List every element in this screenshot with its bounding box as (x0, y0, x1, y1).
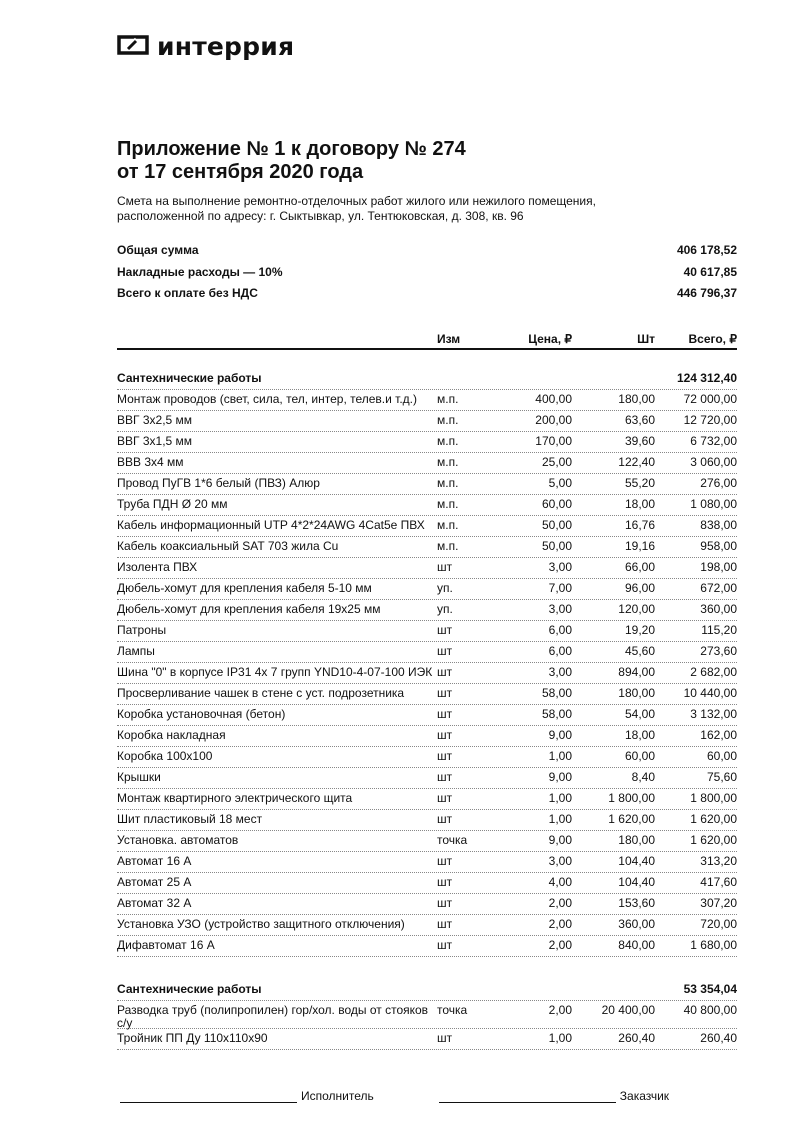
item-qty: 122,40 (618, 455, 655, 469)
item-name: Монтаж квартирного электрического щита (117, 791, 353, 805)
item-total: 313,20 (700, 854, 737, 868)
item-name: Разводка труб (полипропилен) гор/хол. воды от стояков с/у (117, 1003, 429, 1030)
table-row (117, 747, 737, 768)
item-price: 2,00 (548, 938, 572, 952)
section-total: 53 354,04 (683, 982, 737, 996)
item-name: Изолента ПВХ (117, 560, 198, 574)
table-row (117, 894, 737, 915)
item-total: 3 132,00 (690, 707, 737, 721)
item-price: 50,00 (541, 518, 572, 532)
item-total: 1 800,00 (690, 791, 737, 805)
item-name: Провод ПуГВ 1*6 белый (ПВЗ) Алюр (117, 476, 320, 490)
item-qty: 16,76 (624, 518, 655, 532)
table-row (117, 495, 737, 516)
item-total: 273,60 (700, 644, 737, 658)
customer-signature (439, 1089, 669, 1103)
item-price: 170,00 (535, 434, 572, 448)
item-total: 162,00 (700, 728, 737, 742)
item-qty: 180,00 (618, 392, 655, 406)
item-total: 12 720,00 (683, 413, 737, 427)
subtitle-line-2: расположенной по адресу: г. Сыктывкар, ул. Тентюковская, д. 308, кв. 96 (117, 208, 524, 223)
item-unit: шт (437, 938, 453, 952)
item-qty: 39,60 (624, 434, 655, 448)
table-row (117, 390, 737, 411)
customer-label: Заказчик (619, 1089, 670, 1103)
item-total: 958,00 (700, 539, 737, 553)
item-name: Крышки (117, 770, 161, 784)
item-qty: 260,40 (618, 1031, 655, 1045)
table-row (117, 453, 737, 474)
item-total: 1 080,00 (690, 497, 737, 511)
item-name: Патроны (117, 623, 167, 637)
item-price: 3,00 (548, 665, 572, 679)
item-qty: 180,00 (618, 686, 655, 700)
item-unit: уп. (437, 581, 453, 595)
item-unit: шт (437, 1031, 453, 1045)
item-qty: 120,00 (618, 602, 655, 616)
item-price: 2,00 (548, 896, 572, 910)
table-row (117, 768, 737, 789)
item-qty: 20 400,00 (601, 1003, 655, 1017)
item-name: Установка. автоматов (117, 833, 239, 847)
section-title: Сантехнические работы (117, 982, 262, 996)
item-unit: шт (437, 812, 453, 826)
item-unit: м.п. (437, 455, 459, 469)
item-qty: 55,20 (624, 476, 655, 490)
item-qty: 18,00 (624, 497, 655, 511)
item-total: 360,00 (700, 602, 737, 616)
table-row (117, 579, 737, 600)
header-price: Цена, ₽ (528, 332, 572, 346)
item-name: Просверливание чашек в стене с уст. подрозетника (117, 686, 405, 700)
item-qty: 1 800,00 (608, 791, 655, 805)
item-qty: 1 620,00 (608, 812, 655, 826)
item-qty: 96,00 (624, 581, 655, 595)
signatures (120, 1089, 720, 1103)
item-price: 3,00 (548, 560, 572, 574)
item-name: Дюбель-хомут для крепления кабеля 5-10 мм (117, 581, 372, 595)
item-qty: 104,40 (618, 875, 655, 889)
summary-value: 40 617,85 (683, 264, 737, 279)
table-row (117, 1029, 737, 1050)
item-name: Дюбель-хомут для крепления кабеля 19х25 мм (117, 602, 381, 616)
table-row (117, 600, 737, 621)
item-price: 1,00 (548, 812, 572, 826)
item-unit: шт (437, 623, 453, 637)
item-total: 115,20 (701, 623, 737, 637)
item-total: 2 682,00 (690, 665, 737, 679)
item-price: 4,00 (548, 875, 572, 889)
item-total: 72 000,00 (683, 392, 737, 406)
table-row (117, 1001, 737, 1029)
item-total: 672,00 (700, 581, 737, 595)
item-price: 200,00 (535, 413, 572, 427)
item-unit: точка (437, 833, 468, 847)
item-price: 6,00 (548, 644, 572, 658)
item-unit: шт (437, 707, 453, 721)
item-unit: шт (437, 644, 453, 658)
item-total: 6 732,00 (690, 434, 737, 448)
item-qty: 19,20 (624, 623, 655, 637)
item-name: Дифавтомат 16 А (117, 938, 215, 952)
header-total: Всего, ₽ (688, 332, 737, 346)
item-unit: м.п. (437, 476, 459, 490)
item-price: 3,00 (548, 854, 572, 868)
subtitle (117, 194, 737, 223)
item-name: Коробка 100х100 (117, 749, 213, 763)
item-total: 3 060,00 (690, 455, 737, 469)
item-total: 60,00 (706, 749, 737, 763)
item-name: Монтаж проводов (свет, сила, тел, интер, телев.и т.д.) (117, 392, 418, 406)
item-unit: шт (437, 896, 453, 910)
item-unit: шт (437, 560, 453, 574)
item-qty: 360,00 (618, 917, 655, 931)
table-row (117, 516, 737, 537)
item-price: 58,00 (541, 707, 572, 721)
item-total: 1 620,00 (690, 812, 737, 826)
item-unit: точка (437, 1003, 468, 1017)
item-total: 276,00 (700, 476, 737, 490)
table-row (117, 705, 737, 726)
table-row (117, 411, 737, 432)
executor-signature (120, 1089, 374, 1103)
item-name: Коробка установочная (бетон) (117, 707, 286, 721)
table-row (117, 558, 737, 579)
item-unit: шт (437, 728, 453, 742)
item-total: 307,20 (700, 896, 737, 910)
summary-label: Общая сумма (117, 243, 199, 257)
item-name: Тройник ПП Ду 110х110х90 (117, 1031, 268, 1045)
item-name: Труба ПДН Ø 20 мм (117, 497, 228, 511)
item-unit: м.п. (437, 497, 459, 511)
header-unit: Изм (437, 332, 461, 346)
item-price: 7,00 (548, 581, 572, 595)
item-price: 60,00 (541, 497, 572, 511)
logo-icon (117, 35, 149, 60)
item-qty: 104,40 (618, 854, 655, 868)
item-name: Автомат 25 А (117, 875, 192, 889)
summary-value: 406 178,52 (676, 243, 737, 257)
item-total: 417,60 (700, 875, 737, 889)
table-row (117, 852, 737, 873)
item-price: 58,00 (541, 686, 572, 700)
item-price: 400,00 (535, 392, 572, 406)
item-price: 9,00 (548, 770, 572, 784)
summary-label: Всего к оплате без НДС (117, 286, 258, 300)
item-name: Шит пластиковый 18 мест (117, 812, 263, 826)
item-unit: шт (437, 875, 453, 889)
item-qty: 63,60 (624, 413, 655, 427)
item-price: 2,00 (548, 917, 572, 931)
item-unit: шт (437, 665, 453, 679)
item-unit: шт (437, 770, 453, 784)
item-price: 2,00 (548, 1003, 572, 1017)
item-qty: 8,40 (631, 770, 655, 784)
item-qty: 18,00 (624, 728, 655, 742)
table-row (117, 831, 737, 852)
table-row (117, 726, 737, 747)
item-qty: 840,00 (618, 938, 655, 952)
item-price: 25,00 (541, 455, 572, 469)
item-price: 1,00 (548, 749, 572, 763)
summary-grand-total (117, 285, 737, 307)
item-total: 1 680,00 (690, 938, 737, 952)
item-total: 260,40 (700, 1031, 737, 1045)
summary (117, 242, 737, 307)
header-name (117, 331, 437, 348)
item-unit: м.п. (437, 413, 459, 427)
item-qty: 66,00 (624, 560, 655, 574)
logo-text: интеррия (157, 32, 295, 61)
item-total: 1 620,00 (690, 833, 737, 847)
executor-label: Исполнитель (301, 1089, 374, 1103)
table-row (117, 642, 737, 663)
item-qty: 180,00 (618, 833, 655, 847)
item-qty: 153,60 (618, 896, 655, 910)
item-total: 720,00 (700, 917, 737, 931)
item-qty: 45,60 (624, 644, 655, 658)
item-unit: шт (437, 686, 453, 700)
item-unit: уп. (437, 602, 453, 616)
signature-line (439, 1089, 616, 1103)
item-name: Автомат 32 А (117, 896, 192, 910)
item-name: Шина "0" в корпусе IP31 4х 7 групп YND10-4-07-100 ИЭК (117, 665, 433, 679)
table-header (117, 331, 737, 350)
item-unit: шт (437, 791, 453, 805)
item-total: 40 800,00 (683, 1003, 737, 1017)
item-name: ВВГ 3х2,5 мм (117, 413, 193, 427)
item-qty: 54,00 (624, 707, 655, 721)
item-name: Установка УЗО (устройство защитного отключения) (117, 917, 405, 931)
item-unit: м.п. (437, 392, 459, 406)
section-total: 124 312,40 (676, 371, 737, 385)
table-row (117, 621, 737, 642)
signature-line (120, 1089, 297, 1103)
item-price: 6,00 (548, 623, 572, 637)
subtitle-line-1: Смета на выполнение ремонтно-отделочных работ жилого или нежилого помещения, (117, 194, 596, 208)
item-total: 838,00 (700, 518, 737, 532)
item-price: 9,00 (548, 728, 572, 742)
item-name: Кабель информационный UTP 4*2*24AWG 4Cat5e ПВХ (117, 518, 425, 532)
item-name: Коробка накладная (117, 728, 226, 742)
section-title: Сантехнические работы (117, 371, 262, 385)
header-qty: Шт (637, 332, 655, 346)
page-title (117, 138, 717, 184)
item-name: Лампы (117, 644, 155, 658)
item-unit: шт (437, 854, 453, 868)
table-row (117, 810, 737, 831)
item-name: Кабель коаксиальный SAT 703 жила Cu (117, 539, 339, 553)
table-row (117, 663, 737, 684)
item-name: ВВВ 3х4 мм (117, 455, 184, 469)
item-unit: м.п. (437, 539, 459, 553)
item-qty: 894,00 (618, 665, 655, 679)
table-row (117, 789, 737, 810)
table-row (117, 537, 737, 558)
item-unit: м.п. (437, 434, 459, 448)
table-row (117, 684, 737, 705)
summary-overhead (117, 264, 737, 286)
item-total: 10 440,00 (683, 686, 737, 700)
logo (117, 33, 294, 61)
item-qty: 60,00 (624, 749, 655, 763)
item-name: Автомат 16 А (117, 854, 192, 868)
table-row (117, 432, 737, 453)
estimate-table (117, 331, 737, 1050)
item-price: 9,00 (548, 833, 572, 847)
table-row (117, 474, 737, 495)
section-header (117, 368, 737, 390)
item-price: 1,00 (548, 1031, 572, 1045)
summary-total (117, 242, 737, 264)
item-unit: м.п. (437, 518, 459, 532)
item-unit: шт (437, 917, 453, 931)
table-row (117, 915, 737, 936)
table-row (117, 873, 737, 894)
summary-value: 446 796,37 (676, 286, 737, 300)
title-line-2: от 17 сентября 2020 года (117, 161, 364, 183)
item-price: 1,00 (548, 791, 572, 805)
item-qty: 19,16 (624, 539, 655, 553)
table-row (117, 936, 737, 957)
section-header (117, 979, 737, 1001)
title-line-1: Приложение № 1 к договору № 274 (117, 138, 466, 160)
item-price: 50,00 (541, 539, 572, 553)
item-unit: шт (437, 749, 453, 763)
item-total: 198,00 (700, 560, 737, 574)
summary-label: Накладные расходы — 10% (117, 264, 283, 279)
item-name: ВВГ 3х1,5 мм (117, 434, 193, 448)
item-price: 3,00 (548, 602, 572, 616)
item-price: 5,00 (548, 476, 572, 490)
item-total: 75,60 (706, 770, 737, 784)
